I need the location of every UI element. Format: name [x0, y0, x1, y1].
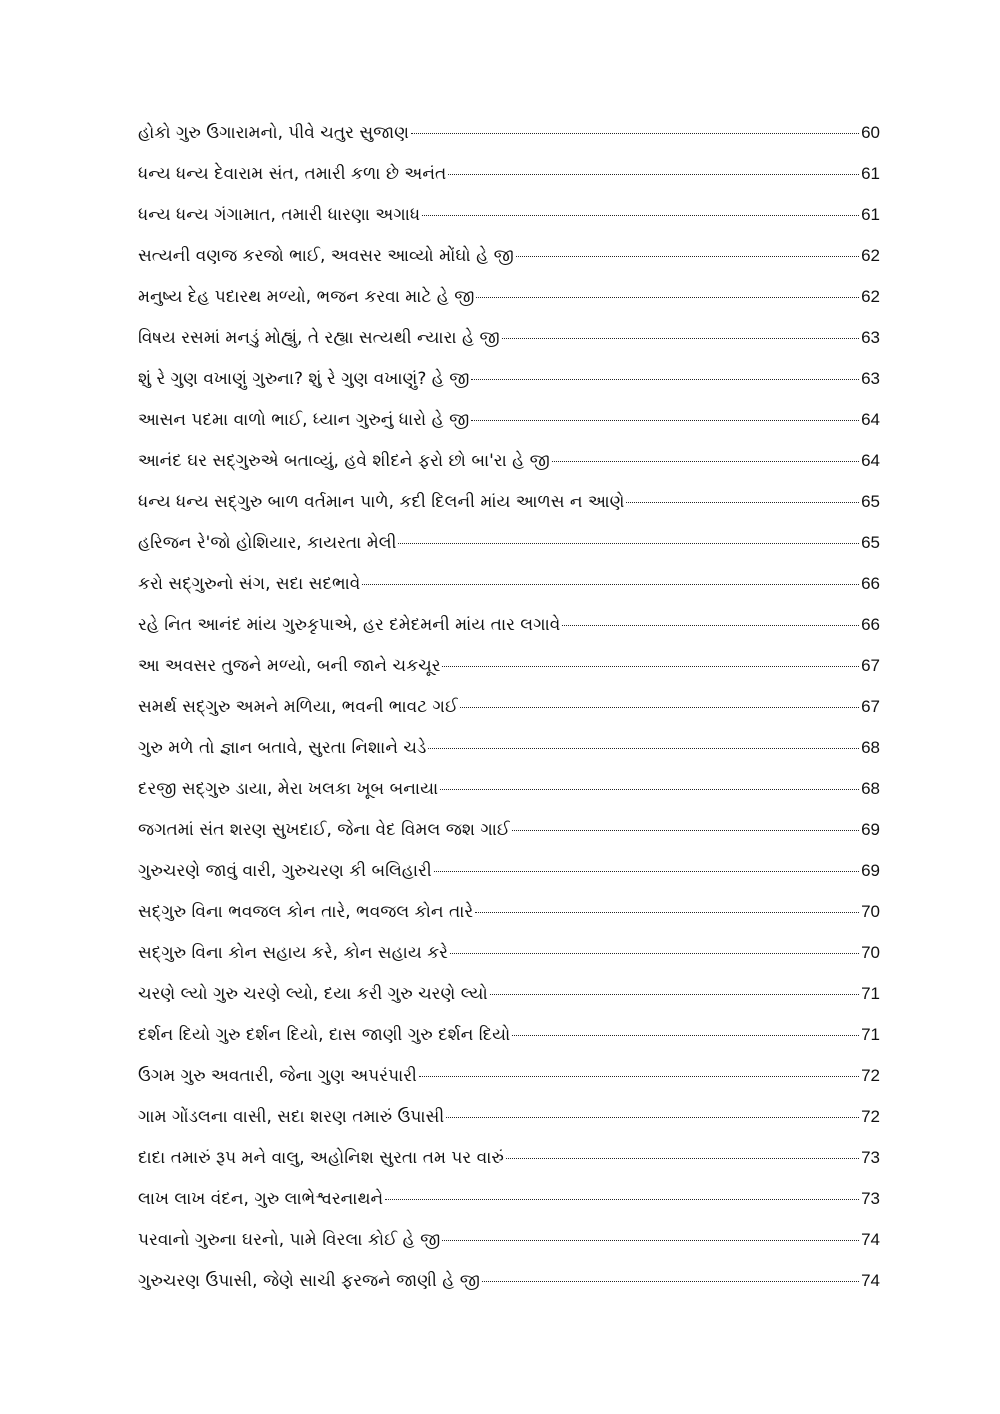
- toc-entry: [138, 1137, 880, 1178]
- toc-entry-page-number: 67: [861, 656, 880, 675]
- toc-entry-page-number: 74: [861, 1271, 880, 1290]
- toc-entry: [138, 522, 880, 563]
- toc-entry-title: ઉગમ ગુરુ અવતારી, જેના ગુણ અપરંપારી: [138, 1066, 417, 1086]
- dot-leader: [512, 830, 859, 831]
- toc-entry-title: કરો સદ્ગુરુનો સંગ, સદા સદભાવે: [138, 574, 361, 594]
- dot-leader: [476, 297, 859, 298]
- dot-leader: [450, 953, 859, 954]
- dot-leader: [422, 215, 859, 216]
- toc-entry-page-number: 61: [861, 205, 880, 224]
- dot-leader: [502, 338, 859, 339]
- toc-entry-page-number: 63: [861, 369, 880, 388]
- toc-entry: [138, 358, 880, 399]
- toc-entry-title: વિષય રસમાં મનડું મોહ્યું, તે રહ્યા સત્યથી ન્યારા હે જી: [138, 328, 500, 348]
- toc-entry-page-number: 72: [861, 1107, 880, 1126]
- toc-entry: [138, 235, 880, 276]
- toc-entry-title: સદ્ગુરુ વિના કોન સહાય કરે, કોન સહાય કરે: [138, 943, 448, 963]
- toc-entry-page-number: 70: [861, 943, 880, 962]
- toc-entry-page-number: 69: [861, 861, 880, 880]
- toc-entry-title: હોકો ગુરુ ઉગારામનો, પીવે ચતુર સુજાણ: [138, 123, 409, 143]
- toc-entry-title: મનુષ્ય દેહ પદારથ મળ્યો, ભજન કરવા માટે હે જી: [138, 287, 475, 307]
- dot-leader: [506, 1158, 859, 1159]
- toc-entry: [138, 1096, 880, 1137]
- dot-leader: [552, 461, 859, 462]
- toc-entry-title: સદ્ગુરુ વિના ભવજલ કોન તારે, ભવજલ કોન તારે: [138, 902, 474, 922]
- toc-entry: [138, 1055, 880, 1096]
- toc-entry: [138, 194, 880, 235]
- toc-entry-title: આ અવસર તુજને મળ્યો, બની જાને ચકચૂર: [138, 656, 441, 676]
- toc-entry-page-number: 61: [861, 164, 880, 183]
- toc-entry-page-number: 73: [861, 1148, 880, 1167]
- dot-leader: [626, 502, 859, 503]
- toc-entry-page-number: 64: [861, 410, 880, 429]
- toc-entry-page-number: 66: [861, 615, 880, 634]
- toc-entry: [138, 317, 880, 358]
- toc-entry-page-number: 64: [861, 451, 880, 470]
- toc-entry-title: ગુરુચરણે જાવું વારી, ગુરુચરણ કી બલિહારી: [138, 861, 432, 881]
- dot-leader: [428, 748, 859, 749]
- toc-entry: [138, 727, 880, 768]
- toc-entry: [138, 276, 880, 317]
- toc-entry-title: પરવાનો ગુરુના ઘરનો, પામે વિરલા કોઈ હે જી: [138, 1230, 441, 1250]
- toc-entry-title: ધન્ય ધન્ય સદ્ગુરુ બાળ વર્તમાન પાળે, કદી દિલની માંય આળસ ન આણે: [138, 492, 625, 512]
- toc-entry: [138, 891, 880, 932]
- dot-leader: [419, 1076, 859, 1077]
- dot-leader: [442, 666, 859, 667]
- toc-entry-title: સત્યની વણજ કરજો ભાઈ, અવસર આવ્યો મોંઘો હે જી: [138, 246, 514, 266]
- dot-leader: [471, 379, 859, 380]
- toc-entry: [138, 850, 880, 891]
- dot-leader: [398, 543, 859, 544]
- toc-entry-page-number: 68: [861, 779, 880, 798]
- toc-entry: [138, 768, 880, 809]
- toc-entry: [138, 973, 880, 1014]
- dot-leader: [460, 707, 859, 708]
- toc-entry-title: આનંદ ઘર સદ્ગુરુએ બતાવ્યું, હવે શીદને ફરો છો બા'રા હે જી: [138, 451, 550, 471]
- toc-entry-title: ચરણે લ્યો ગુરુ ચરણે લ્યો, દયા કરી ગુરુ ચરણે લ્યો: [138, 984, 488, 1004]
- toc-entry: [138, 153, 880, 194]
- toc-entry-title: દર્શન દિયો ગુરુ દર્શન દિયો, દાસ જાણી ગુરુ દર્શન દિયો: [138, 1025, 511, 1045]
- toc-entry-page-number: 71: [861, 984, 880, 1003]
- toc-entry: [138, 399, 880, 440]
- toc-entry: [138, 481, 880, 522]
- toc-entry-title: ગુરુચરણ ઉપાસી, જેણે સાચી ફરજને જાણી હે જી: [138, 1271, 480, 1291]
- toc-entry-page-number: 66: [861, 574, 880, 593]
- toc-entry: [138, 809, 880, 850]
- dot-leader: [411, 133, 859, 134]
- dot-leader: [512, 1035, 859, 1036]
- dot-leader: [490, 994, 859, 995]
- toc-entry: [138, 112, 880, 153]
- toc-entry-title: આસન પદમા વાળો ભાઈ, ધ્યાન ગુરુનું ધારો હે જી: [138, 410, 470, 430]
- toc-entry-title: દરજી સદ્ગુરુ ડાયા, મેરા ખલકા ખૂબ બનાયા: [138, 779, 439, 799]
- dot-leader: [385, 1199, 859, 1200]
- dot-leader: [482, 1281, 859, 1282]
- toc-entry-page-number: 60: [861, 123, 880, 142]
- toc-entry-page-number: 71: [861, 1025, 880, 1044]
- toc-entry-title: ધન્ય ધન્ય દેવારામ સંત, તમારી કળા છે અનંત: [138, 164, 447, 184]
- dot-leader: [448, 174, 859, 175]
- toc-entry-title: સમર્થ સદ્ગુરુ અમને મળિયા, ભવની ભાવટ ગઈ: [138, 697, 459, 717]
- toc-entry-page-number: 63: [861, 328, 880, 347]
- toc-entry: [138, 932, 880, 973]
- dot-leader: [440, 789, 859, 790]
- toc-entry: [138, 440, 880, 481]
- dot-leader: [471, 420, 859, 421]
- toc-entry-page-number: 62: [861, 246, 880, 265]
- table-of-contents: [138, 112, 880, 1301]
- toc-entry-title: દાદા તમારું રૂપ મને વાલુ, અહોનિશ સુરતા તમ પર વારું: [138, 1148, 504, 1168]
- dot-leader: [516, 256, 859, 257]
- toc-entry-title: શું રે ગુણ વખાણું ગુરુના? શું રે ગુણ વખાણું? હે જી: [138, 369, 470, 389]
- toc-entry-title: રહે નિત આનંદ માંય ગુરુકૃપાએ, હર દમેદમની માંય તાર લગાવે: [138, 615, 561, 635]
- toc-entry-page-number: 65: [861, 533, 880, 552]
- toc-entry: [138, 1219, 880, 1260]
- dot-leader: [562, 625, 859, 626]
- dot-leader: [475, 912, 859, 913]
- toc-entry-page-number: 72: [861, 1066, 880, 1085]
- dot-leader: [442, 1240, 859, 1241]
- toc-entry-page-number: 68: [861, 738, 880, 757]
- toc-entry: [138, 686, 880, 727]
- dot-leader: [434, 871, 859, 872]
- toc-entry-page-number: 70: [861, 902, 880, 921]
- toc-entry-title: ગુરુ મળે તો જ્ઞાન બતાવે, સુરતા નિશાને ચડે: [138, 738, 427, 758]
- toc-entry-title: હરિજન રે'જો હોશિયાર, કાયરતા મેલી: [138, 533, 397, 553]
- toc-entry: [138, 604, 880, 645]
- dot-leader: [446, 1117, 859, 1118]
- dot-leader: [362, 584, 859, 585]
- toc-entry-title: લાખ લાખ વંદન, ગુરુ લાભેશ્વરનાથને: [138, 1189, 384, 1209]
- toc-entry-page-number: 73: [861, 1189, 880, 1208]
- toc-entry-page-number: 74: [861, 1230, 880, 1249]
- toc-entry-page-number: 69: [861, 820, 880, 839]
- toc-entry-page-number: 65: [861, 492, 880, 511]
- toc-entry: [138, 1178, 880, 1219]
- toc-entry: [138, 1014, 880, 1055]
- toc-entry: [138, 563, 880, 604]
- toc-entry-page-number: 67: [861, 697, 880, 716]
- toc-entry-title: ગામ ગોંડલના વાસી, સદા શરણ તમારું ઉપાસી: [138, 1107, 445, 1127]
- toc-entry-page-number: 62: [861, 287, 880, 306]
- toc-entry-title: ધન્ય ધન્ય ગંગામાત, તમારી ધારણા અગાધ: [138, 205, 421, 225]
- toc-entry-title: જગતમાં સંત શરણ સુખદાઈ, જેના વેદ વિમલ જશ ગાઈ: [138, 820, 511, 840]
- toc-entry: [138, 1260, 880, 1301]
- toc-entry: [138, 645, 880, 686]
